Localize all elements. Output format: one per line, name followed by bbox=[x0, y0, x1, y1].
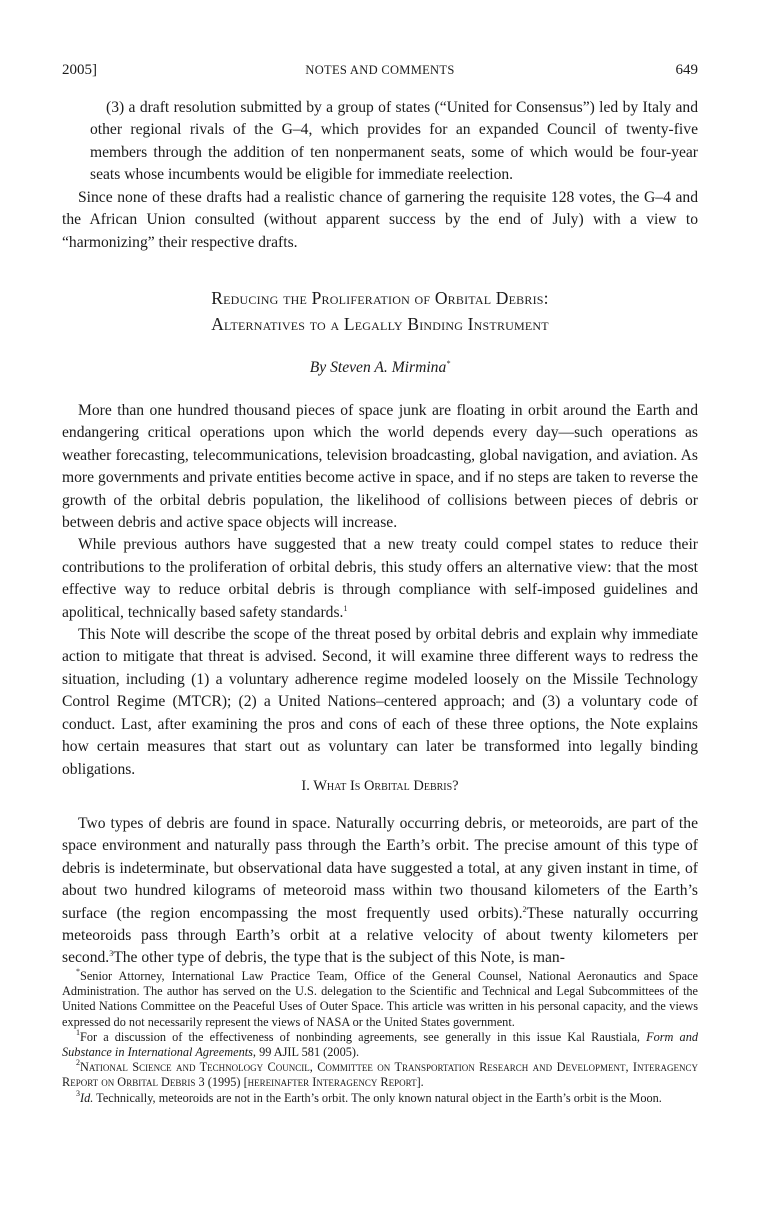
paragraph-3: This Note will describe the scope of the threat posed by orbital debris and explain why immediate action to mitigate that threat is advised. Second, it will examine three different ways to redress the situation, including (1) a voluntary adherence regime modeled loosely on the Missile Technology Control Regime (MTCR); (2) a United Nations–centered approach; and (3) a voluntary code of conduct. Last, after examining the pros and cons of each of these three options, the Note explains how certain measures that start out as voluntary can later be transformed into legally binding obligations. bbox=[62, 626, 698, 778]
footnote-2-text: National Science and Technology Council, Committee on Transportation Research and Development, Interagency Report on Orbital Debris 3 (1995) [hereinafter Interagency Report]. bbox=[62, 1060, 698, 1090]
running-head bbox=[62, 62, 698, 84]
footnote-1-title: Form and Substance in International Agreements bbox=[62, 1029, 698, 1060]
footnote-ref-1: 1 bbox=[343, 603, 348, 613]
footnote-star-text: Senior Attorney, International Law Practice Team, Office of the General Counsel, National Aeronautics and Space Administration. The author has served on the U.S. delegation to the Scientific and Technical and Legal Subcommittees of the United Nations Committee on the Peaceful Uses of Outer Space. This article was written in his personal capacity, and the views expressed do not necessarily represent the views of NASA or the United States government. bbox=[62, 969, 698, 1029]
byline-prefix: By bbox=[309, 359, 331, 376]
running-head-section: NOTES AND COMMENTS bbox=[305, 63, 455, 77]
article-title-text: Reducing the Proliferation of Orbital Debris: bbox=[211, 288, 549, 308]
byline bbox=[62, 359, 698, 377]
footnote-3-mark: 3 bbox=[76, 1088, 80, 1098]
volume-year: 2005] bbox=[62, 62, 97, 78]
paragraph-2-text: While previous authors have suggested that a new treaty could compel states to reduce their contributions to the proliferation of orbital debris, this study offers an alternative view: that the most effective way to reduce orbital debris is through compliance with self-imposed guidelines and apolitical, technically based safety standards. bbox=[62, 536, 698, 621]
footnote-3-text: Technically, meteoroids are not in the Earth’s orbit. The only known natural object in the Earth’s orbit is the Moon. bbox=[93, 1090, 662, 1105]
footnote-2 bbox=[62, 1060, 698, 1090]
footnote-1-cite: , 99 AJIL 581 (2005). bbox=[252, 1045, 360, 1060]
draft-resolution-item-3: (3) a draft resolution submitted by a group of states (“United for Consensus”) led by Italy and other regional rivals of the G–4, which provides for an expanded Council of twenty-five members through the addition of ten nonpermanent seats, some of which would be four-year seats whose incumbents would be eligible for immediate reelection. bbox=[90, 99, 698, 184]
article-title-line-2 bbox=[62, 314, 698, 335]
footnote-1-text: For a discussion of the effectiveness of nonbinding agreements, see generally in this issue Kal Raustiala, bbox=[80, 1029, 647, 1044]
paragraph-4-part-2: These naturally occurring meteoroids pass through Earth’s orbit at a relative velocity of about twenty kilometers per second. bbox=[62, 904, 698, 967]
footnote-ref-3: 3 bbox=[109, 949, 114, 959]
footnote-ref-2: 2 bbox=[522, 904, 527, 914]
introduction bbox=[62, 400, 698, 781]
footnote-2-mark: 2 bbox=[76, 1058, 80, 1068]
paragraph-4 bbox=[62, 813, 698, 970]
paragraph-1: More than one hundred thousand pieces of space junk are floating in orbit around the Earth and endangering critical operations upon which the world depends every day—such operations as weather forecasting, telecommunications, television broadcasting, global navigation, and aviation. As more governments and private entities become active in space, and if no steps are taken to reverse the growth of the orbital debris population, the likelihood of collisions between pieces of debris or between debris and active space objects will increase. bbox=[62, 402, 698, 532]
footnote-3 bbox=[62, 1088, 698, 1106]
closing-paragraph bbox=[62, 187, 698, 254]
footnote-1 bbox=[62, 1027, 698, 1060]
paragraph-4-part-1: Two types of debris are found in space. Naturally occurring debris, or meteoroids, are part of the space environment and naturally pass through the Earth’s orbit. The precise amount of this type of debris is indeterminate, but observational data have suggested a total, at any given instant in time, of about two hundred kilograms of meteoroid mass within two thousand kilometers of the Earth’s surface (the region encompassing the most frequently used orbits). bbox=[62, 815, 698, 922]
footnote-star-mark: * bbox=[76, 967, 80, 976]
footnote-3-id: Id. bbox=[80, 1090, 94, 1105]
footnote-star bbox=[62, 969, 698, 1030]
article-title-text: Alternatives to a Legally Binding Instrument bbox=[211, 314, 549, 334]
footnote-1-mark: 1 bbox=[76, 1027, 80, 1037]
paragraph: Since none of these drafts had a realistic chance of garnering the requisite 128 votes, the G–4 and the African Union consulted (without apparent success by the end of July) with a view to “harmonizing” their respective drafts. bbox=[62, 189, 698, 251]
author-name: Steven A. Mirmina bbox=[330, 359, 447, 376]
paragraph-4-part-3: The other type of debris, the type that is the subject of this Note, is man- bbox=[113, 949, 565, 967]
article-title-line-1 bbox=[62, 288, 698, 309]
author-footnote-mark: * bbox=[446, 359, 451, 368]
footnotes bbox=[62, 969, 698, 1106]
paragraph-2 bbox=[62, 534, 698, 624]
page-number: 649 bbox=[675, 62, 698, 78]
section-heading: I. What Is Orbital Debris? bbox=[301, 778, 459, 794]
section-body bbox=[62, 813, 698, 970]
